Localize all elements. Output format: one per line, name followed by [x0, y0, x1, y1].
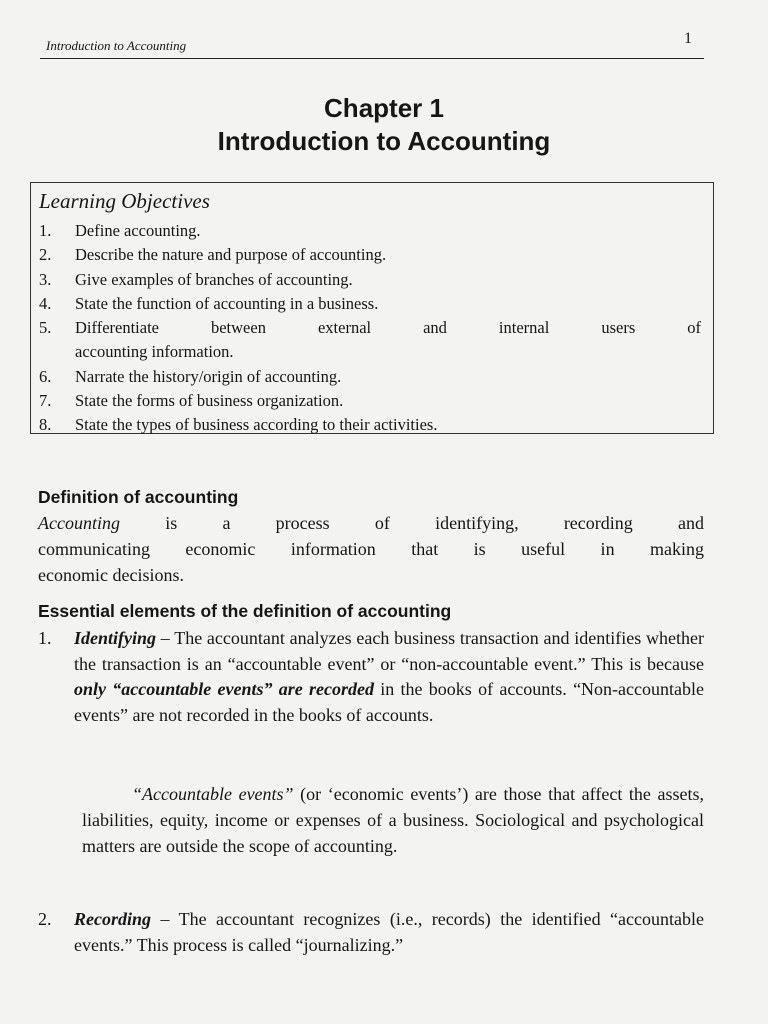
objective-item: 1. Define accounting.: [39, 221, 201, 240]
definition-term: Accounting: [38, 513, 120, 533]
elements-heading: Essential elements of the definition of accounting: [38, 601, 452, 621]
header-rule: [40, 58, 704, 59]
definition-line-1: Accounting is a process of identifying, recording and: [38, 513, 705, 533]
definition-line-3: economic decisions.: [38, 565, 184, 585]
note-term: “Accountable events”: [132, 784, 294, 804]
objective-item: 5. Differentiate between external and internal users of: [39, 318, 701, 338]
element-number: 1.: [38, 628, 52, 648]
chapter-name: Introduction to Accounting: [217, 126, 551, 156]
learning-objectives-list: [39, 219, 701, 438]
accountable-events-note: “Accountable events” (or ‘economic events’) are those that affect the assets, liabilities, equity, income or expenses of a business. Sociological and psychological matters are outside the scope of accounting.: [82, 784, 705, 856]
emphasis-text: only “accountable events” are recorded: [74, 679, 375, 700]
chapter-number: Chapter 1: [324, 93, 444, 123]
objective-item: 7. State the forms of business organization.: [39, 391, 344, 411]
objective-item: 3. Give examples of branches of accounting.: [39, 269, 353, 289]
learning-objectives-box: [30, 182, 714, 434]
element-term: Identifying: [74, 628, 157, 648]
objective-item-continuation: accounting information.: [75, 342, 234, 362]
element-item-recording: 2. Recording – The accountant recognizes (i.e., records) the identified “accountable events.” This process is called “journalizing.”: [38, 907, 704, 958]
objective-item: 2. Describe the nature and purpose of accounting.: [39, 245, 387, 265]
page-number: 1: [684, 30, 692, 47]
objective-item: 4. State the function of accounting in a business.: [39, 293, 379, 313]
chapter-title: [0, 92, 768, 158]
element-number: 2.: [38, 909, 52, 929]
objective-item: 6. Narrate the history/origin of accounting.: [39, 366, 342, 386]
element-term: Recording: [74, 909, 152, 929]
definition-heading: Definition of accounting: [38, 487, 239, 507]
definition-paragraph: [38, 510, 704, 588]
definition-line-2: communicating economic information that is useful in making: [38, 539, 704, 559]
learning-objectives-heading: Learning Objectives: [39, 189, 210, 213]
objective-item: 8. State the types of business according to their activities.: [39, 415, 438, 435]
running-header-title: Introduction to Accounting: [46, 38, 187, 53]
element-item-identifying: 1. Identifying – The accountant analyzes each business transaction and identifies whether the transaction is an “accountable event” or “non-accountable event.” This is because only “accountable events” are recorded in the books of accounts. “Non-accountable events” are not recorded in the books of accounts.: [38, 626, 704, 728]
